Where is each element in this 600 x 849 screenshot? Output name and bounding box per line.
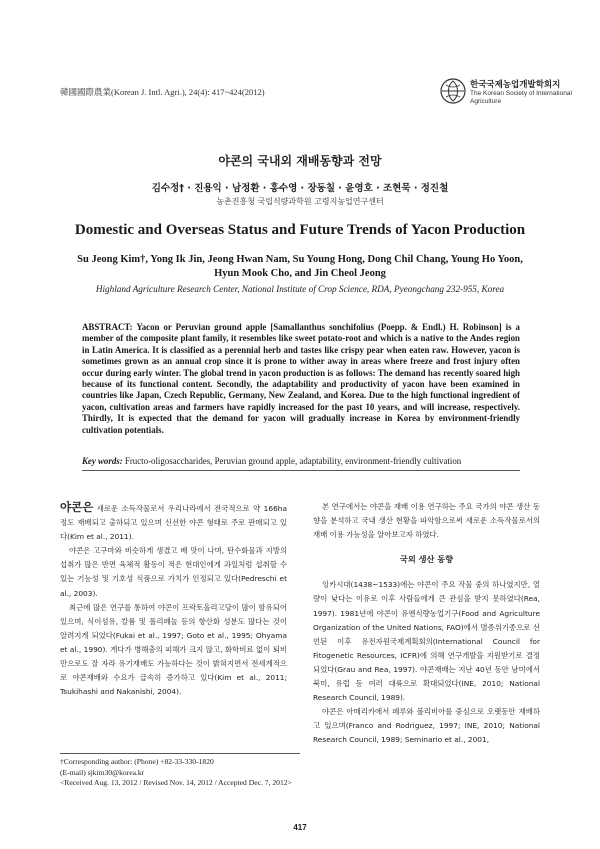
left-paragraph-2: 야콘은 고구마와 비슷하게 생겼고 배 맛이 나며, 탄수화물과 지방의 섭취가 많은 반면 육체적 활동이 적은 현대인에게 과일처럼 섭취할 수 있는 기능성 및 기호성 식품으로 가치가 인정되고 있다(Pedreschi et al., 2003).	[60, 546, 287, 598]
left-paragraph-1-text: 새로운 소득작물로서 우리나라에서 전국적으로 약 166ha 정도 재배되고 출하되고 있으며 신선한 야콘 형태로 주로 판매되고 있다(Kim et al., 2011).	[60, 504, 287, 542]
page-number: 417	[293, 823, 307, 832]
society-name-english-line1: The Korean Society of International	[470, 90, 572, 97]
section-heading: 국외 생산 동향	[399, 554, 454, 565]
abstract	[82, 322, 520, 436]
keywords-label: Key words:	[82, 456, 123, 466]
authors-english-line2: Hyun Mook Cho, and Jin Cheol Jeong	[214, 268, 386, 279]
footnote	[60, 757, 300, 789]
footnote-dates: <Received Aug. 13, 2012 / Revised Nov. 14, 2012 / Accepted Dec. 7, 2012>	[60, 778, 292, 787]
affiliation-korean: 농촌진흥청 국립식량과학원 고령지농업연구센터	[216, 197, 384, 206]
abstract-text: Yacon or Peruvian ground apple [Samallanthus sonchifolius (Poepp. & Endl.) H. Robinson] is a member of the composite plant family, it resembles like sweet potato-root and which is a native to the Andes region in Latin America. It is classified as a perennial herb and tastes like crispy pear when eaten raw. However, yacon is sometimes grown as an annual crop since it is prone to wither away in areas where freeze and frost injury often occur during early winter. The global trend in yacon production is as follows: The demand has recently soared high because of its functional content. Secondly, the adaptability and productivity of yacon have been examined in countries like Japan, Czech Republic, Germany, New Zealand, and Korea. Due to the high functional ingredient of yacon, cultivation areas and farmers have rapidly increased for the past 10 years, and will increase, respectively. Thirdly, It is expected that the demand for yacon will gradually increase in Korea by environment-friendly cultivation potentials.	[82, 322, 520, 435]
left-paragraph-3: 최근에 많은 연구를 통하여 야콘이 프락토올리고당이 많이 함유되어 있으며, 식이섬유, 칼륨 및 폴리페놀 등의 항산화 성분도 많다는 것이 알려지게 되었다(Fukai et al., 1997; Goto et al., 1995; Ohyama et al., 1990). 게다가 병해충의 피해가 크지 않고, 화학비료 없이 퇴비만으로도 잘 자라 유기재배도 가능하다는 것이 밝혀지면서 전세계적으로 야콘재배와 수요가 급속히 증가하고 있다(Kim et al., 2011; Tsukihashi and Nakanishi, 2004).	[60, 602, 287, 697]
footnote-corresponding: †Corresponding author: (Phone) +82-33-330-1820	[60, 757, 214, 766]
footnote-divider	[60, 753, 300, 754]
right-paragraph-1: 본 연구에서는 야콘을 재배 이용 연구하는 주요 국가의 야콘 생산 동향을 분석하고 국내 생산 현황을 파악함으로써 새로운 소득작물로서의 재배 이용 가능성을 알아보고자 하였다.	[313, 502, 540, 540]
society-name-english-line2: Agriculture	[470, 98, 502, 105]
title-english: Domestic and Overseas Status and Future Trends of Yacon Production	[74, 222, 526, 238]
right-column	[313, 500, 540, 748]
affiliation-english: Highland Agriculture Research Center, National Institute of Crop Science, RDA, Pyeongchang 232-955, Korea	[95, 284, 505, 294]
footnote-email: (E-mail) sjkim30@korea.kr	[60, 767, 145, 777]
keywords	[82, 456, 520, 467]
authors-english-line1: Su Jeong Kim†, Yong Ik Jin, Jeong Hwan Nam, Su Young Hong, Dong Chil Chang, Young Ho Yoon,	[77, 254, 523, 265]
society-emblem-icon	[440, 78, 466, 104]
journal-reference: 韓國國際農業(Korean J. Intl. Agri.), 24(4): 417~424(2012)	[60, 87, 265, 97]
keywords-text: Fructo-oligosaccharides, Peruvian ground apple, adaptability, environment-friendly cultivation	[124, 456, 462, 466]
left-column	[60, 500, 287, 699]
title-korean: 야콘의 국내외 재배동향과 전망	[218, 154, 382, 168]
society-name-korean: 한국국제농업개발학회지	[470, 80, 561, 90]
right-paragraph-2: 잉카시대(1438~1533)에는 야콘이 주요 작물 중의 하나였지만, 열량이 낮다는 이유로 이후 사람들에게 큰 관심을 받지 못하였다(Rea, 1997). 1981년에 야콘이 유엔식량농업기구(Food and Agriculture Organization of the United Nations, FAO)에서 멸종위기종으로 선언된 이후 유전자원국제계획회의(International Council for Fitogenetic Resources, ICFR)에 의해 연구개발을 지원받기로 결정되었다(Grau and Rea, 1997). 야콘재배는 지난 40년 동안 남미에서 북미, 유럽 등 여러 대륙으로 확대되었다(INE, 2010; National Research Council, 1989).	[313, 580, 540, 703]
right-paragraph-3: 야콘은 아메리카에서 페루와 볼리비아를 중심으로 오랫동안 재배하고 있으며(Franco and Rodriguez, 1997; INE, 2010; National Research Council, 1989; Seminario et al., 2001,	[313, 707, 540, 745]
drop-word: 야콘은	[60, 500, 94, 514]
abstract-divider	[82, 470, 520, 471]
abstract-label: ABSTRACT:	[82, 322, 133, 332]
authors-korean: 김수정† · 진용익 · 남정환 · 홍수영 · 장동칠 · 윤영호 · 조현묵 · 정진철	[151, 183, 449, 194]
society-logo	[440, 74, 572, 114]
left-paragraph-1	[60, 500, 287, 544]
